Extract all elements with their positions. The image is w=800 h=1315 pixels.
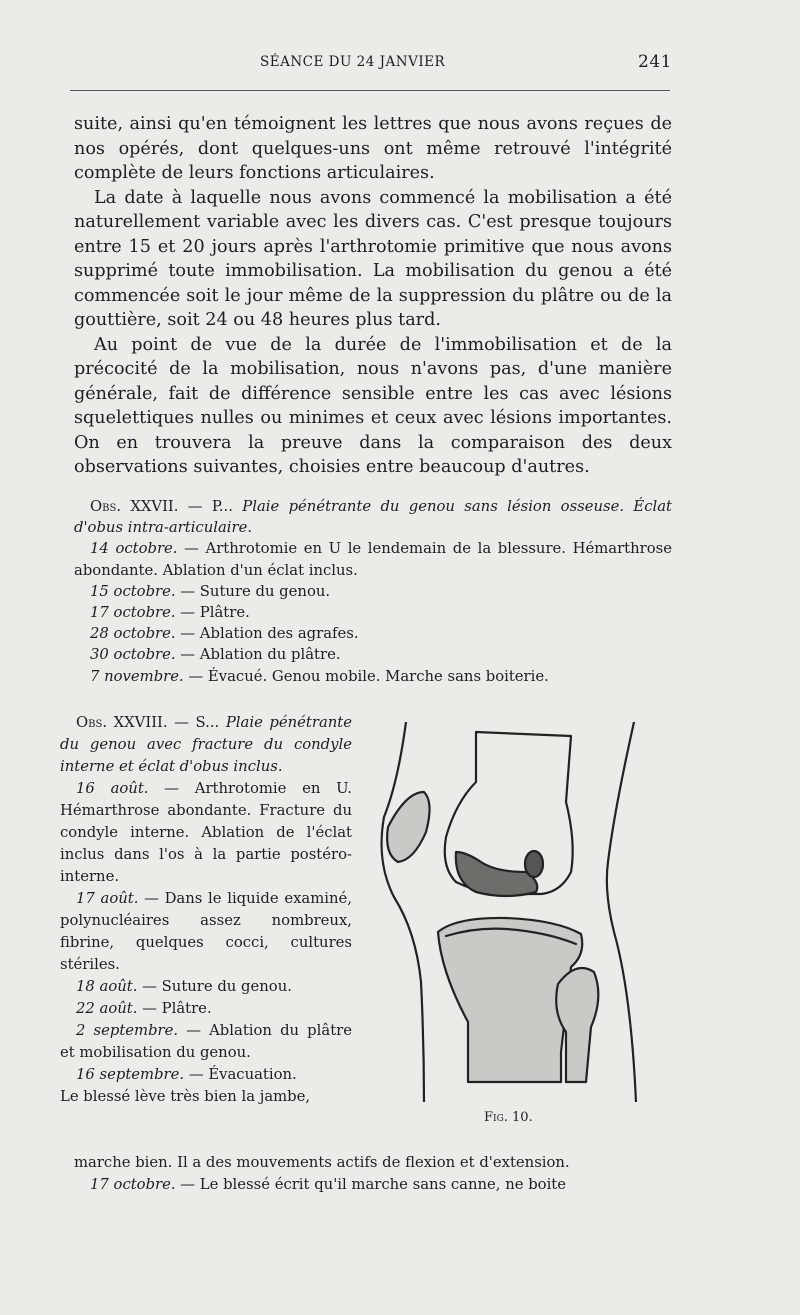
obs28-entry: [60, 998, 352, 1020]
skin-outline-right: [607, 722, 636, 1102]
knee-figure: [376, 722, 646, 1102]
entry-text: — Évacué. Genou mobile. Marche sans boiterie.: [183, 667, 549, 685]
obs27-heading: [74, 496, 672, 538]
obs27-entry: [74, 581, 672, 602]
obs28-continuation: Le blessé lève très bien la jambe,: [60, 1088, 311, 1105]
entry-text: — Le blessé écrit qu'il marche sans canne, ne boite: [175, 1176, 567, 1193]
observation-27: [74, 496, 672, 687]
obs28-continuation-b: marche bien. Il a des mouvements actifs de flexion et d'extension.: [74, 1154, 570, 1171]
knee-illustration: [382, 722, 636, 1102]
paragraph-1: suite, ainsi qu'en témoignent les lettres que nous avons reçues de nos opérés, dont quelques-uns ont même retrouvé l'intégrité complète de leurs fonctions articulaires.: [74, 114, 672, 183]
entry-text: — Ablation du plâtre.: [175, 646, 341, 664]
running-title: SÉANCE DU 24 JANVIER: [260, 54, 446, 70]
entry-date: 17 août.: [76, 890, 139, 907]
entry-date: 22 août.: [76, 1000, 138, 1017]
obs28-title: Plaie pénétrante du genou avec fracture du condyle interne et éclat d'obus inclus.: [60, 714, 353, 775]
entry-text: — Suture du genou.: [137, 978, 292, 995]
entry-date: 30 octobre.: [90, 646, 176, 664]
entry-date: 17 octobre.: [90, 1176, 176, 1193]
figure-caption: Fig. 10.: [484, 1110, 533, 1125]
obs27-patient: — P...: [178, 498, 243, 515]
entry-text: — Plâtre.: [175, 604, 250, 622]
obs28-entry: [60, 888, 352, 976]
obs27-entry: [74, 644, 672, 665]
entry-text: — Arthrotomie en U. Hémarthrose abondante. Fracture du condyle interne. Ablation de l'éclat inclus dans l'os à la partie postéro-interne.: [60, 780, 352, 885]
obs27-entry: [74, 623, 672, 644]
entry-text: — Suture du genou.: [175, 582, 331, 600]
entry-date: 15 octobre.: [90, 582, 176, 600]
entry-text: — Plâtre.: [137, 1000, 212, 1017]
entry-date: 14 octobre.: [90, 540, 178, 558]
obs27-entry: [74, 538, 672, 580]
entry-date: 28 octobre.: [90, 625, 176, 643]
obs27-label: Obs. XXVII.: [90, 498, 179, 515]
paragraph-2: La date à laquelle nous avons commencé la mobilisation a été naturellement variable avec les divers cas. C'est presque toujours entre 15 et 20 jours après l'arthrotomie primitive que nous avons supprimé toute immobilisation. La mobilisation du genou a été commencée soit le jour même de la suppression du plâtre ou de la gouttière, soit 24 ou 48 heures plus tard.: [74, 187, 672, 330]
entry-date: 7 novembre.: [90, 667, 184, 685]
obs27-title: Plaie pénétrante du genou sans lésion osseuse. Éclat d'obus intra-articulaire.: [74, 498, 672, 537]
header-rule: [70, 90, 670, 91]
observation-28: [60, 712, 352, 1108]
patella: [387, 792, 429, 862]
entry-date: 17 octobre.: [90, 604, 176, 622]
obs27-entry: [74, 666, 672, 687]
obs28-entry: [60, 1020, 352, 1064]
fibula: [556, 968, 598, 1082]
entry-text: — Arthrotomie en U le lendemain de la blessure. Hémarthrose abondante. Ablation d'un éclat inclus.: [74, 540, 672, 579]
observation-28-tail: [74, 1152, 672, 1196]
entry-date: 16 septembre.: [76, 1066, 185, 1083]
skin-outline-left: [382, 722, 424, 1102]
obs28-last-entry: [74, 1174, 672, 1196]
shell-fragment: [525, 851, 543, 877]
page-number: 241: [638, 52, 672, 72]
entry-date: 2 septembre.: [76, 1022, 179, 1039]
obs28-entry: [60, 778, 352, 888]
obs27-entry: [74, 602, 672, 623]
obs28-label: Obs. XXVIII.: [76, 714, 168, 731]
obs28-entry: [60, 1064, 352, 1086]
entry-text: — Dans le liquide examiné, polynucléaires assez nombreux, fibrine, quelques cocci, cultures stériles.: [60, 890, 352, 973]
paragraph-3: Au point de vue de la durée de l'immobilisation et de la précocité de la mobilisation, nous n'avons pas, d'une manière générale, fait de différence sensible entre les cas avec lésions squelettiques nulles ou minimes et ceux avec lésions importantes. On en trouvera la preuve dans la comparaison des deux observations suivantes, choisies entre beaucoup d'autres.: [74, 334, 672, 477]
running-header: [70, 52, 672, 74]
obs28-entry: [60, 976, 352, 998]
obs28-patient: — S...: [167, 714, 226, 731]
entry-date: 16 août.: [76, 780, 149, 797]
entry-text: — Évacuation.: [184, 1066, 297, 1083]
entry-date: 18 août.: [76, 978, 138, 995]
obs28-heading: [60, 712, 352, 778]
main-text: [74, 112, 672, 480]
entry-text: — Ablation du plâtre et mobilisation du genou.: [60, 1022, 352, 1061]
entry-text: — Ablation des agrafes.: [175, 625, 359, 643]
